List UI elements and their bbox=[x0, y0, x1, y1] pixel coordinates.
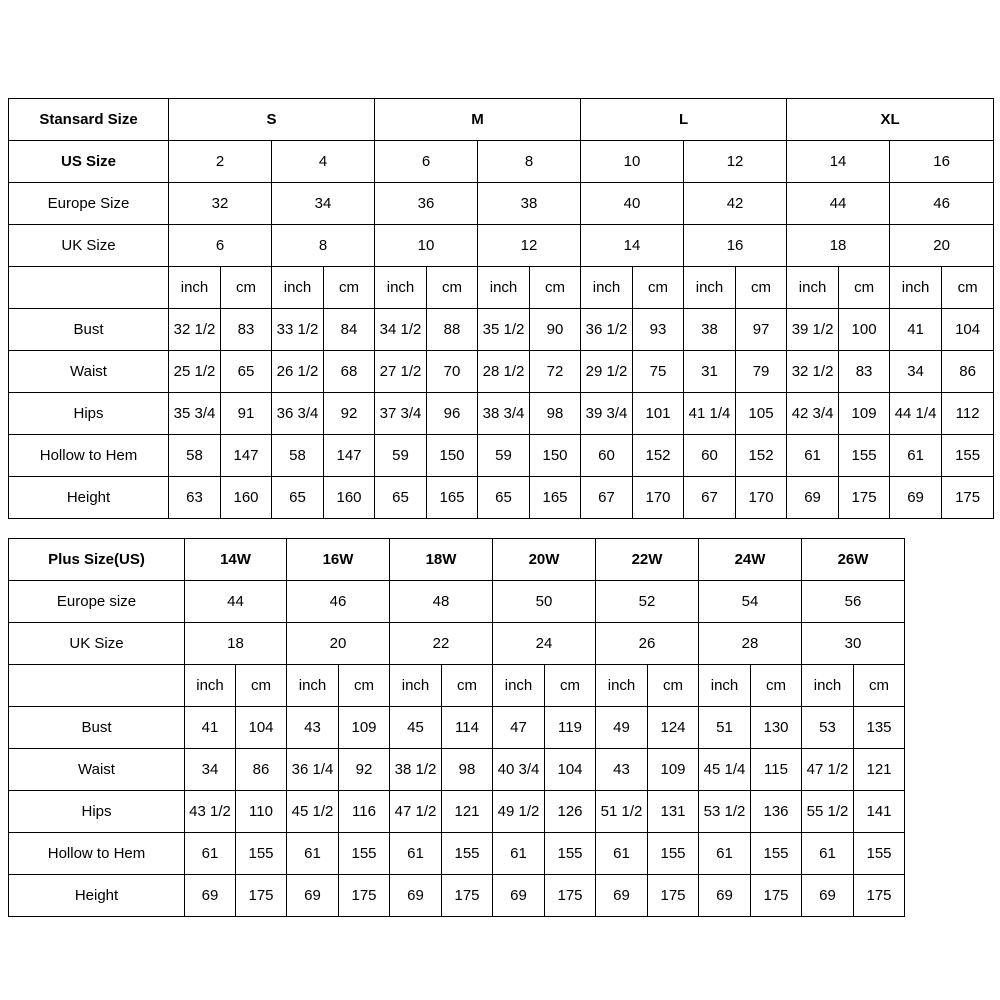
cell: 53 bbox=[802, 707, 854, 749]
cell: 28 1/2 bbox=[478, 351, 530, 393]
cell: 38 3/4 bbox=[478, 393, 530, 435]
cell: 155 bbox=[751, 833, 802, 875]
table-row-europe-size bbox=[9, 183, 994, 225]
cell: 45 1/2 bbox=[287, 791, 339, 833]
cell: 27 1/2 bbox=[375, 351, 427, 393]
cell: 35 3/4 bbox=[169, 393, 221, 435]
cell: 96 bbox=[427, 393, 478, 435]
cell: 98 bbox=[442, 749, 493, 791]
cell: 12 bbox=[478, 225, 581, 267]
unit-cell: cm bbox=[545, 665, 596, 707]
cell: 155 bbox=[442, 833, 493, 875]
unit-cell: cm bbox=[839, 267, 890, 309]
unit-cell: inch bbox=[390, 665, 442, 707]
cell: 79 bbox=[736, 351, 787, 393]
cell: 91 bbox=[221, 393, 272, 435]
cell: 65 bbox=[272, 477, 324, 519]
cell: 160 bbox=[221, 477, 272, 519]
cell: 55 1/2 bbox=[802, 791, 854, 833]
cell: 53 1/2 bbox=[699, 791, 751, 833]
cell: 175 bbox=[339, 875, 390, 917]
cell: 121 bbox=[854, 749, 905, 791]
cell: 28 bbox=[699, 623, 802, 665]
table-row-hollow-to-hem bbox=[9, 435, 994, 477]
cell: 26 bbox=[596, 623, 699, 665]
cell: 155 bbox=[648, 833, 699, 875]
cell: 100 bbox=[839, 309, 890, 351]
cell: 170 bbox=[736, 477, 787, 519]
cell: 69 bbox=[185, 875, 236, 917]
cell: 47 1/2 bbox=[802, 749, 854, 791]
unit-cell: inch bbox=[787, 267, 839, 309]
row-label-hollow-to-hem: Hollow to Hem bbox=[9, 833, 185, 875]
row-label-bust: Bust bbox=[9, 707, 185, 749]
cell: 6 bbox=[375, 141, 478, 183]
cell: 8 bbox=[272, 225, 375, 267]
cell: 63 bbox=[169, 477, 221, 519]
table-row-height bbox=[9, 875, 905, 917]
plus-size-20w: 20W bbox=[493, 539, 596, 581]
cell: 155 bbox=[545, 833, 596, 875]
cell: 59 bbox=[478, 435, 530, 477]
cell: 61 bbox=[787, 435, 839, 477]
plus-size-18w: 18W bbox=[390, 539, 493, 581]
row-label-europe-size: Europe Size bbox=[9, 183, 169, 225]
cell: 20 bbox=[287, 623, 390, 665]
table-row-bust bbox=[9, 707, 905, 749]
plus-size-table bbox=[8, 538, 905, 917]
cell: 69 bbox=[802, 875, 854, 917]
cell: 34 bbox=[890, 351, 942, 393]
cell: 16 bbox=[890, 141, 994, 183]
cell: 36 1/2 bbox=[581, 309, 633, 351]
unit-cell: inch bbox=[890, 267, 942, 309]
cell: 10 bbox=[581, 141, 684, 183]
cell: 175 bbox=[648, 875, 699, 917]
cell: 61 bbox=[390, 833, 442, 875]
unit-cell: inch bbox=[185, 665, 236, 707]
row-label-hips: Hips bbox=[9, 393, 169, 435]
cell: 52 bbox=[596, 581, 699, 623]
cell: 88 bbox=[427, 309, 478, 351]
cell: 175 bbox=[854, 875, 905, 917]
table-row-bust bbox=[9, 309, 994, 351]
unit-cell: inch bbox=[287, 665, 339, 707]
cell: 150 bbox=[530, 435, 581, 477]
row-label-uk-size: UK Size bbox=[9, 225, 169, 267]
unit-cell: cm bbox=[236, 665, 287, 707]
cell: 90 bbox=[530, 309, 581, 351]
cell: 2 bbox=[169, 141, 272, 183]
cell: 32 1/2 bbox=[169, 309, 221, 351]
table-row-waist bbox=[9, 351, 994, 393]
cell: 44 bbox=[787, 183, 890, 225]
cell: 34 bbox=[185, 749, 236, 791]
cell: 109 bbox=[839, 393, 890, 435]
cell: 75 bbox=[633, 351, 684, 393]
cell: 34 bbox=[272, 183, 375, 225]
cell: 8 bbox=[478, 141, 581, 183]
cell: 36 3/4 bbox=[272, 393, 324, 435]
cell: 69 bbox=[596, 875, 648, 917]
cell: 65 bbox=[478, 477, 530, 519]
size-group-m: M bbox=[375, 99, 581, 141]
cell: 47 bbox=[493, 707, 545, 749]
cell: 36 bbox=[375, 183, 478, 225]
cell: 84 bbox=[324, 309, 375, 351]
plus-size-26w: 26W bbox=[802, 539, 905, 581]
table-row-header bbox=[9, 99, 994, 141]
cell: 43 bbox=[596, 749, 648, 791]
table-row-header bbox=[9, 539, 905, 581]
cell: 150 bbox=[427, 435, 478, 477]
cell: 160 bbox=[324, 477, 375, 519]
plus-title: Plus Size(US) bbox=[9, 539, 185, 581]
cell: 50 bbox=[493, 581, 596, 623]
cell: 69 bbox=[287, 875, 339, 917]
cell: 58 bbox=[272, 435, 324, 477]
cell: 97 bbox=[736, 309, 787, 351]
cell: 67 bbox=[684, 477, 736, 519]
size-group-s: S bbox=[169, 99, 375, 141]
table-row-hollow-to-hem bbox=[9, 833, 905, 875]
cell: 105 bbox=[736, 393, 787, 435]
cell: 38 bbox=[684, 309, 736, 351]
row-label-us-size: US Size bbox=[9, 141, 169, 183]
unit-cell: cm bbox=[736, 267, 787, 309]
cell: 34 1/2 bbox=[375, 309, 427, 351]
cell: 54 bbox=[699, 581, 802, 623]
cell: 155 bbox=[854, 833, 905, 875]
cell: 65 bbox=[375, 477, 427, 519]
cell: 104 bbox=[942, 309, 994, 351]
cell: 110 bbox=[236, 791, 287, 833]
cell: 131 bbox=[648, 791, 699, 833]
cell: 49 1/2 bbox=[493, 791, 545, 833]
cell: 141 bbox=[854, 791, 905, 833]
cell: 58 bbox=[169, 435, 221, 477]
table-row-height bbox=[9, 477, 994, 519]
cell: 45 1/4 bbox=[699, 749, 751, 791]
cell: 60 bbox=[581, 435, 633, 477]
cell: 93 bbox=[633, 309, 684, 351]
cell: 155 bbox=[339, 833, 390, 875]
cell: 65 bbox=[221, 351, 272, 393]
cell: 39 1/2 bbox=[787, 309, 839, 351]
cell: 130 bbox=[751, 707, 802, 749]
cell: 61 bbox=[185, 833, 236, 875]
cell: 56 bbox=[802, 581, 905, 623]
cell: 116 bbox=[339, 791, 390, 833]
unit-cell: cm bbox=[648, 665, 699, 707]
cell: 83 bbox=[839, 351, 890, 393]
unit-cell: inch bbox=[802, 665, 854, 707]
cell: 126 bbox=[545, 791, 596, 833]
row-label-height: Height bbox=[9, 875, 185, 917]
unit-cell: inch bbox=[699, 665, 751, 707]
cell: 38 bbox=[478, 183, 581, 225]
cell: 32 1/2 bbox=[787, 351, 839, 393]
cell: 40 3/4 bbox=[493, 749, 545, 791]
cell: 18 bbox=[185, 623, 287, 665]
cell: 14 bbox=[581, 225, 684, 267]
unit-cell: cm bbox=[530, 267, 581, 309]
cell: 86 bbox=[942, 351, 994, 393]
cell: 39 3/4 bbox=[581, 393, 633, 435]
unit-cell: inch bbox=[478, 267, 530, 309]
cell: 24 bbox=[493, 623, 596, 665]
table-row-europe-size bbox=[9, 581, 905, 623]
unit-cell: inch bbox=[375, 267, 427, 309]
cell: 6 bbox=[169, 225, 272, 267]
cell: 155 bbox=[236, 833, 287, 875]
cell: 115 bbox=[751, 749, 802, 791]
cell: 43 1/2 bbox=[185, 791, 236, 833]
cell: 175 bbox=[442, 875, 493, 917]
cell: 61 bbox=[596, 833, 648, 875]
cell: 170 bbox=[633, 477, 684, 519]
cell: 32 bbox=[169, 183, 272, 225]
cell: 61 bbox=[493, 833, 545, 875]
cell: 121 bbox=[442, 791, 493, 833]
cell: 48 bbox=[390, 581, 493, 623]
unit-cell: inch bbox=[493, 665, 545, 707]
cell: 18 bbox=[787, 225, 890, 267]
cell: 175 bbox=[942, 477, 994, 519]
unit-cell: inch bbox=[596, 665, 648, 707]
table-row-hips bbox=[9, 791, 905, 833]
cell: 30 bbox=[802, 623, 905, 665]
cell: 46 bbox=[287, 581, 390, 623]
cell: 155 bbox=[942, 435, 994, 477]
cell: 35 1/2 bbox=[478, 309, 530, 351]
row-label-hips: Hips bbox=[9, 791, 185, 833]
cell: 67 bbox=[581, 477, 633, 519]
cell: 72 bbox=[530, 351, 581, 393]
cell: 41 bbox=[890, 309, 942, 351]
cell: 4 bbox=[272, 141, 375, 183]
size-group-xl: XL bbox=[787, 99, 994, 141]
row-label-bust: Bust bbox=[9, 309, 169, 351]
cell: 175 bbox=[236, 875, 287, 917]
cell: 37 3/4 bbox=[375, 393, 427, 435]
table-row-uk-size bbox=[9, 623, 905, 665]
cell: 20 bbox=[890, 225, 994, 267]
unit-cell: cm bbox=[324, 267, 375, 309]
table-row-us-size bbox=[9, 141, 994, 183]
cell: 175 bbox=[751, 875, 802, 917]
cell: 147 bbox=[324, 435, 375, 477]
cell: 165 bbox=[530, 477, 581, 519]
cell: 155 bbox=[839, 435, 890, 477]
row-label-europe-size: Europe size bbox=[9, 581, 185, 623]
row-label-uk-size: UK Size bbox=[9, 623, 185, 665]
unit-cell: inch bbox=[684, 267, 736, 309]
standard-size-table bbox=[8, 98, 994, 519]
cell: 119 bbox=[545, 707, 596, 749]
standard-title: Stansard Size bbox=[9, 99, 169, 141]
cell: 29 1/2 bbox=[581, 351, 633, 393]
cell: 44 bbox=[185, 581, 287, 623]
cell: 124 bbox=[648, 707, 699, 749]
plus-size-24w: 24W bbox=[699, 539, 802, 581]
cell: 152 bbox=[633, 435, 684, 477]
cell: 101 bbox=[633, 393, 684, 435]
cell: 22 bbox=[390, 623, 493, 665]
cell: 86 bbox=[236, 749, 287, 791]
plus-size-16w: 16W bbox=[287, 539, 390, 581]
cell: 40 bbox=[581, 183, 684, 225]
cell: 31 bbox=[684, 351, 736, 393]
cell: 69 bbox=[390, 875, 442, 917]
cell: 33 1/2 bbox=[272, 309, 324, 351]
row-label-height: Height bbox=[9, 477, 169, 519]
cell: 16 bbox=[684, 225, 787, 267]
cell: 112 bbox=[942, 393, 994, 435]
cell: 47 1/2 bbox=[390, 791, 442, 833]
cell: 42 3/4 bbox=[787, 393, 839, 435]
cell: 10 bbox=[375, 225, 478, 267]
unit-cell: inch bbox=[581, 267, 633, 309]
row-label-waist: Waist bbox=[9, 749, 185, 791]
cell: 42 bbox=[684, 183, 787, 225]
cell: 38 1/2 bbox=[390, 749, 442, 791]
cell: 46 bbox=[890, 183, 994, 225]
cell: 69 bbox=[493, 875, 545, 917]
cell: 175 bbox=[545, 875, 596, 917]
cell: 68 bbox=[324, 351, 375, 393]
row-label-units bbox=[9, 665, 185, 707]
unit-cell: cm bbox=[854, 665, 905, 707]
cell: 104 bbox=[545, 749, 596, 791]
size-group-l: L bbox=[581, 99, 787, 141]
table-row-hips bbox=[9, 393, 994, 435]
unit-cell: cm bbox=[633, 267, 684, 309]
cell: 70 bbox=[427, 351, 478, 393]
cell: 41 bbox=[185, 707, 236, 749]
unit-cell: cm bbox=[427, 267, 478, 309]
cell: 109 bbox=[339, 707, 390, 749]
cell: 59 bbox=[375, 435, 427, 477]
table-row-waist bbox=[9, 749, 905, 791]
cell: 14 bbox=[787, 141, 890, 183]
table-row-units bbox=[9, 267, 994, 309]
cell: 136 bbox=[751, 791, 802, 833]
unit-cell: cm bbox=[339, 665, 390, 707]
cell: 61 bbox=[802, 833, 854, 875]
cell: 25 1/2 bbox=[169, 351, 221, 393]
cell: 98 bbox=[530, 393, 581, 435]
cell: 12 bbox=[684, 141, 787, 183]
cell: 41 1/4 bbox=[684, 393, 736, 435]
cell: 61 bbox=[699, 833, 751, 875]
row-label-waist: Waist bbox=[9, 351, 169, 393]
cell: 104 bbox=[236, 707, 287, 749]
cell: 36 1/4 bbox=[287, 749, 339, 791]
unit-cell: inch bbox=[272, 267, 324, 309]
unit-cell: inch bbox=[169, 267, 221, 309]
cell: 61 bbox=[890, 435, 942, 477]
cell: 61 bbox=[287, 833, 339, 875]
cell: 45 bbox=[390, 707, 442, 749]
cell: 109 bbox=[648, 749, 699, 791]
plus-size-22w: 22W bbox=[596, 539, 699, 581]
table-row-units bbox=[9, 665, 905, 707]
unit-cell: cm bbox=[942, 267, 994, 309]
cell: 26 1/2 bbox=[272, 351, 324, 393]
table-row-uk-size bbox=[9, 225, 994, 267]
cell: 92 bbox=[339, 749, 390, 791]
cell: 69 bbox=[890, 477, 942, 519]
cell: 114 bbox=[442, 707, 493, 749]
plus-size-14w: 14W bbox=[185, 539, 287, 581]
cell: 83 bbox=[221, 309, 272, 351]
cell: 69 bbox=[699, 875, 751, 917]
cell: 135 bbox=[854, 707, 905, 749]
unit-cell: cm bbox=[442, 665, 493, 707]
row-label-units bbox=[9, 267, 169, 309]
unit-cell: cm bbox=[221, 267, 272, 309]
unit-cell: cm bbox=[751, 665, 802, 707]
cell: 49 bbox=[596, 707, 648, 749]
cell: 51 1/2 bbox=[596, 791, 648, 833]
cell: 165 bbox=[427, 477, 478, 519]
row-label-hollow-to-hem: Hollow to Hem bbox=[9, 435, 169, 477]
cell: 152 bbox=[736, 435, 787, 477]
cell: 175 bbox=[839, 477, 890, 519]
cell: 43 bbox=[287, 707, 339, 749]
cell: 44 1/4 bbox=[890, 393, 942, 435]
cell: 69 bbox=[787, 477, 839, 519]
cell: 51 bbox=[699, 707, 751, 749]
cell: 147 bbox=[221, 435, 272, 477]
cell: 60 bbox=[684, 435, 736, 477]
cell: 92 bbox=[324, 393, 375, 435]
